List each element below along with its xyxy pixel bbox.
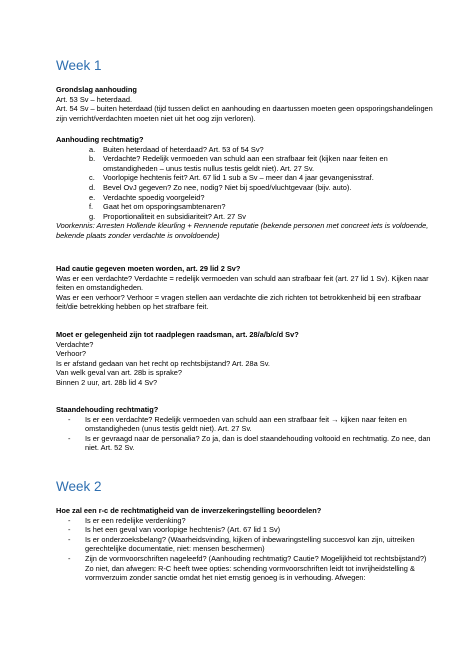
section-heading: Moet er gelegenheid zijn tot raadplegen raadsman, art. 28/a/b/c/d Sv?: [56, 330, 299, 339]
list-item: [56, 154, 440, 173]
list-item-text: Voorlopige hechtenis feit? Art. 67 lid 1 sub a Sv – meer dan 4 jaar gevangenisstraf.: [103, 173, 374, 183]
list-item: [56, 193, 440, 203]
paragraph: Verdachte?: [56, 339, 94, 349]
list-item-text: Bevel OvJ gegeven? Zo nee, nodig? Niet bij spoed/vluchtgevaar (bijv. auto).: [103, 182, 352, 192]
paragraph: Van welk geval van art. 28b is sprake?: [56, 368, 182, 378]
paragraph: Art. 54 Sv – buiten heterdaad (tijd tussen delict en aanhouding en daartussen moeten geen opsporingshandelingen zijn verricht/verdachten moeten niet uit het oog zijn verloren).: [56, 104, 433, 123]
list-item-text: Is er een verdachte? Redelijk vermoeden van schuld aan een strafbaar feit → kijken naar feiten en omstandigheden (unus testis geldt niet). Art. 27 Sv.: [85, 414, 407, 434]
list-item-text: Gaat het om opsporingsambtenaren?: [103, 202, 226, 212]
list-item: [56, 434, 440, 453]
section-grondslag: [56, 85, 440, 123]
section-inverzekeringstelling: [56, 506, 440, 583]
list-item: [56, 525, 440, 535]
section-raadsman: [56, 330, 440, 388]
list-marker: c.: [89, 173, 95, 183]
ordered-list: [56, 145, 440, 222]
list-marker: -: [68, 525, 71, 535]
week-2-heading: Week 2: [56, 479, 102, 494]
section-aanhouding: [56, 135, 440, 241]
paragraph: Was er een verhoor? Verhoor = vragen stellen aan verdachte die zich richten tot betrokkenheid bij een strafbaar feit/die betrekking hebben op het strafbare feit.: [56, 292, 422, 312]
list-item-text: Is er gevraagd naar de personalia? Zo ja, dan is doel staandehouding voltooid en rechtmatig. Zo nee, dan niet. Art. 52 Sv.: [85, 433, 431, 453]
paragraph: Art. 53 Sv – heterdaad.: [56, 94, 133, 104]
list-marker: b.: [89, 154, 96, 164]
list-item: [56, 183, 440, 193]
list-item: [56, 554, 440, 564]
list-marker: g.: [89, 211, 96, 221]
list-marker: -: [68, 515, 71, 525]
list-item: [56, 173, 440, 183]
section-heading: Grondslag aanhouding: [56, 85, 137, 94]
list-marker: -: [68, 414, 71, 424]
list-item: [56, 535, 440, 554]
section-staandehouding: [56, 405, 440, 453]
list-item-text: Verdachte? Redelijk vermoeden van schuld aan een strafbaar feit (kijken naar feiten en omstandigheden – unus testis nullus testis geldt niet). Art. 27 Sv.: [103, 154, 388, 173]
section-heading: Had cautie gegeven moeten worden, art. 29 lid 2 Sv?: [56, 264, 241, 273]
italic-note: Voorkennis: Arresten Hollende kleurling + Rennende reputatie (bekende personen met concreet iets is voldoende, bekende plaats zonder verdachte is onvoldoende): [56, 221, 429, 240]
section-cautie: [56, 264, 440, 312]
list-marker: -: [68, 534, 71, 544]
continuation-paragraph: Zo niet, dan afwegen: R-C heeft twee opties: schending vormvoorschriften leidt tot invrijheidstelling & vormverzuim zonder sanctie omdat het niet ernstig genoeg is in verhouding. Afwegen:: [85, 563, 415, 583]
list-marker: d.: [89, 182, 96, 192]
list-item-text: Is er een redelijke verdenking?: [85, 515, 186, 525]
paragraph: Was er een verdachte? Verdachte = redelijk vermoeden van schuld aan strafbaar feit (art. 27 lid 1 Sv). Kijken naar feiten en omstandigheden.: [56, 273, 429, 293]
list-item-text: Is er onderzoeksbelang? (Waarheidsvinding, kijken of inbewaringstelling succesvol kan zijn, uitreiken gerechtelijke documentatie, niet: mensen beschermen): [85, 534, 415, 554]
list-marker: -: [68, 433, 71, 443]
list-item-text: Proportionaliteit en subsidiariteit? Art. 27 Sv: [103, 211, 246, 221]
list-item-text: Zijn de vormvoorschriften nageleefd? (Aanhouding rechtmatig? Cautie? Mogelijkheid tot rechtsbijstand?): [85, 553, 427, 563]
section-heading: Hoe zal een r-c de rechtmatigheid van de inverzekeringstelling beoordelen?: [56, 506, 322, 515]
list-marker: a.: [89, 144, 96, 154]
list-item: [56, 516, 440, 526]
list-item-text: Is het een geval van voorlopige hechtenis? (Art. 67 lid 1 Sv): [85, 525, 281, 535]
paragraph: Is er afstand gedaan van het recht op rechtsbijstand? Art. 28a Sv.: [56, 358, 270, 368]
week-1-heading: Week 1: [56, 58, 102, 73]
list-item: [56, 415, 440, 434]
list-item-text: Verdachte spoedig voorgeleid?: [103, 192, 205, 202]
bullet-list: [56, 516, 440, 564]
list-item: [56, 202, 440, 212]
paragraph: Verhoor?: [56, 349, 86, 359]
list-item-text: Buiten heterdaad of heterdaad? Art. 53 of 54 Sv?: [103, 144, 264, 154]
bullet-list: [56, 415, 440, 453]
section-heading: Aanhouding rechtmatig?: [56, 135, 144, 144]
list-marker: e.: [89, 192, 96, 202]
list-item: [56, 145, 440, 155]
list-marker: -: [68, 553, 71, 563]
section-heading: Staandehouding rechtmatig?: [56, 405, 159, 414]
paragraph: Binnen 2 uur, art. 28b lid 4 Sv?: [56, 377, 158, 387]
list-item: [56, 212, 440, 222]
list-marker: f.: [89, 202, 94, 212]
